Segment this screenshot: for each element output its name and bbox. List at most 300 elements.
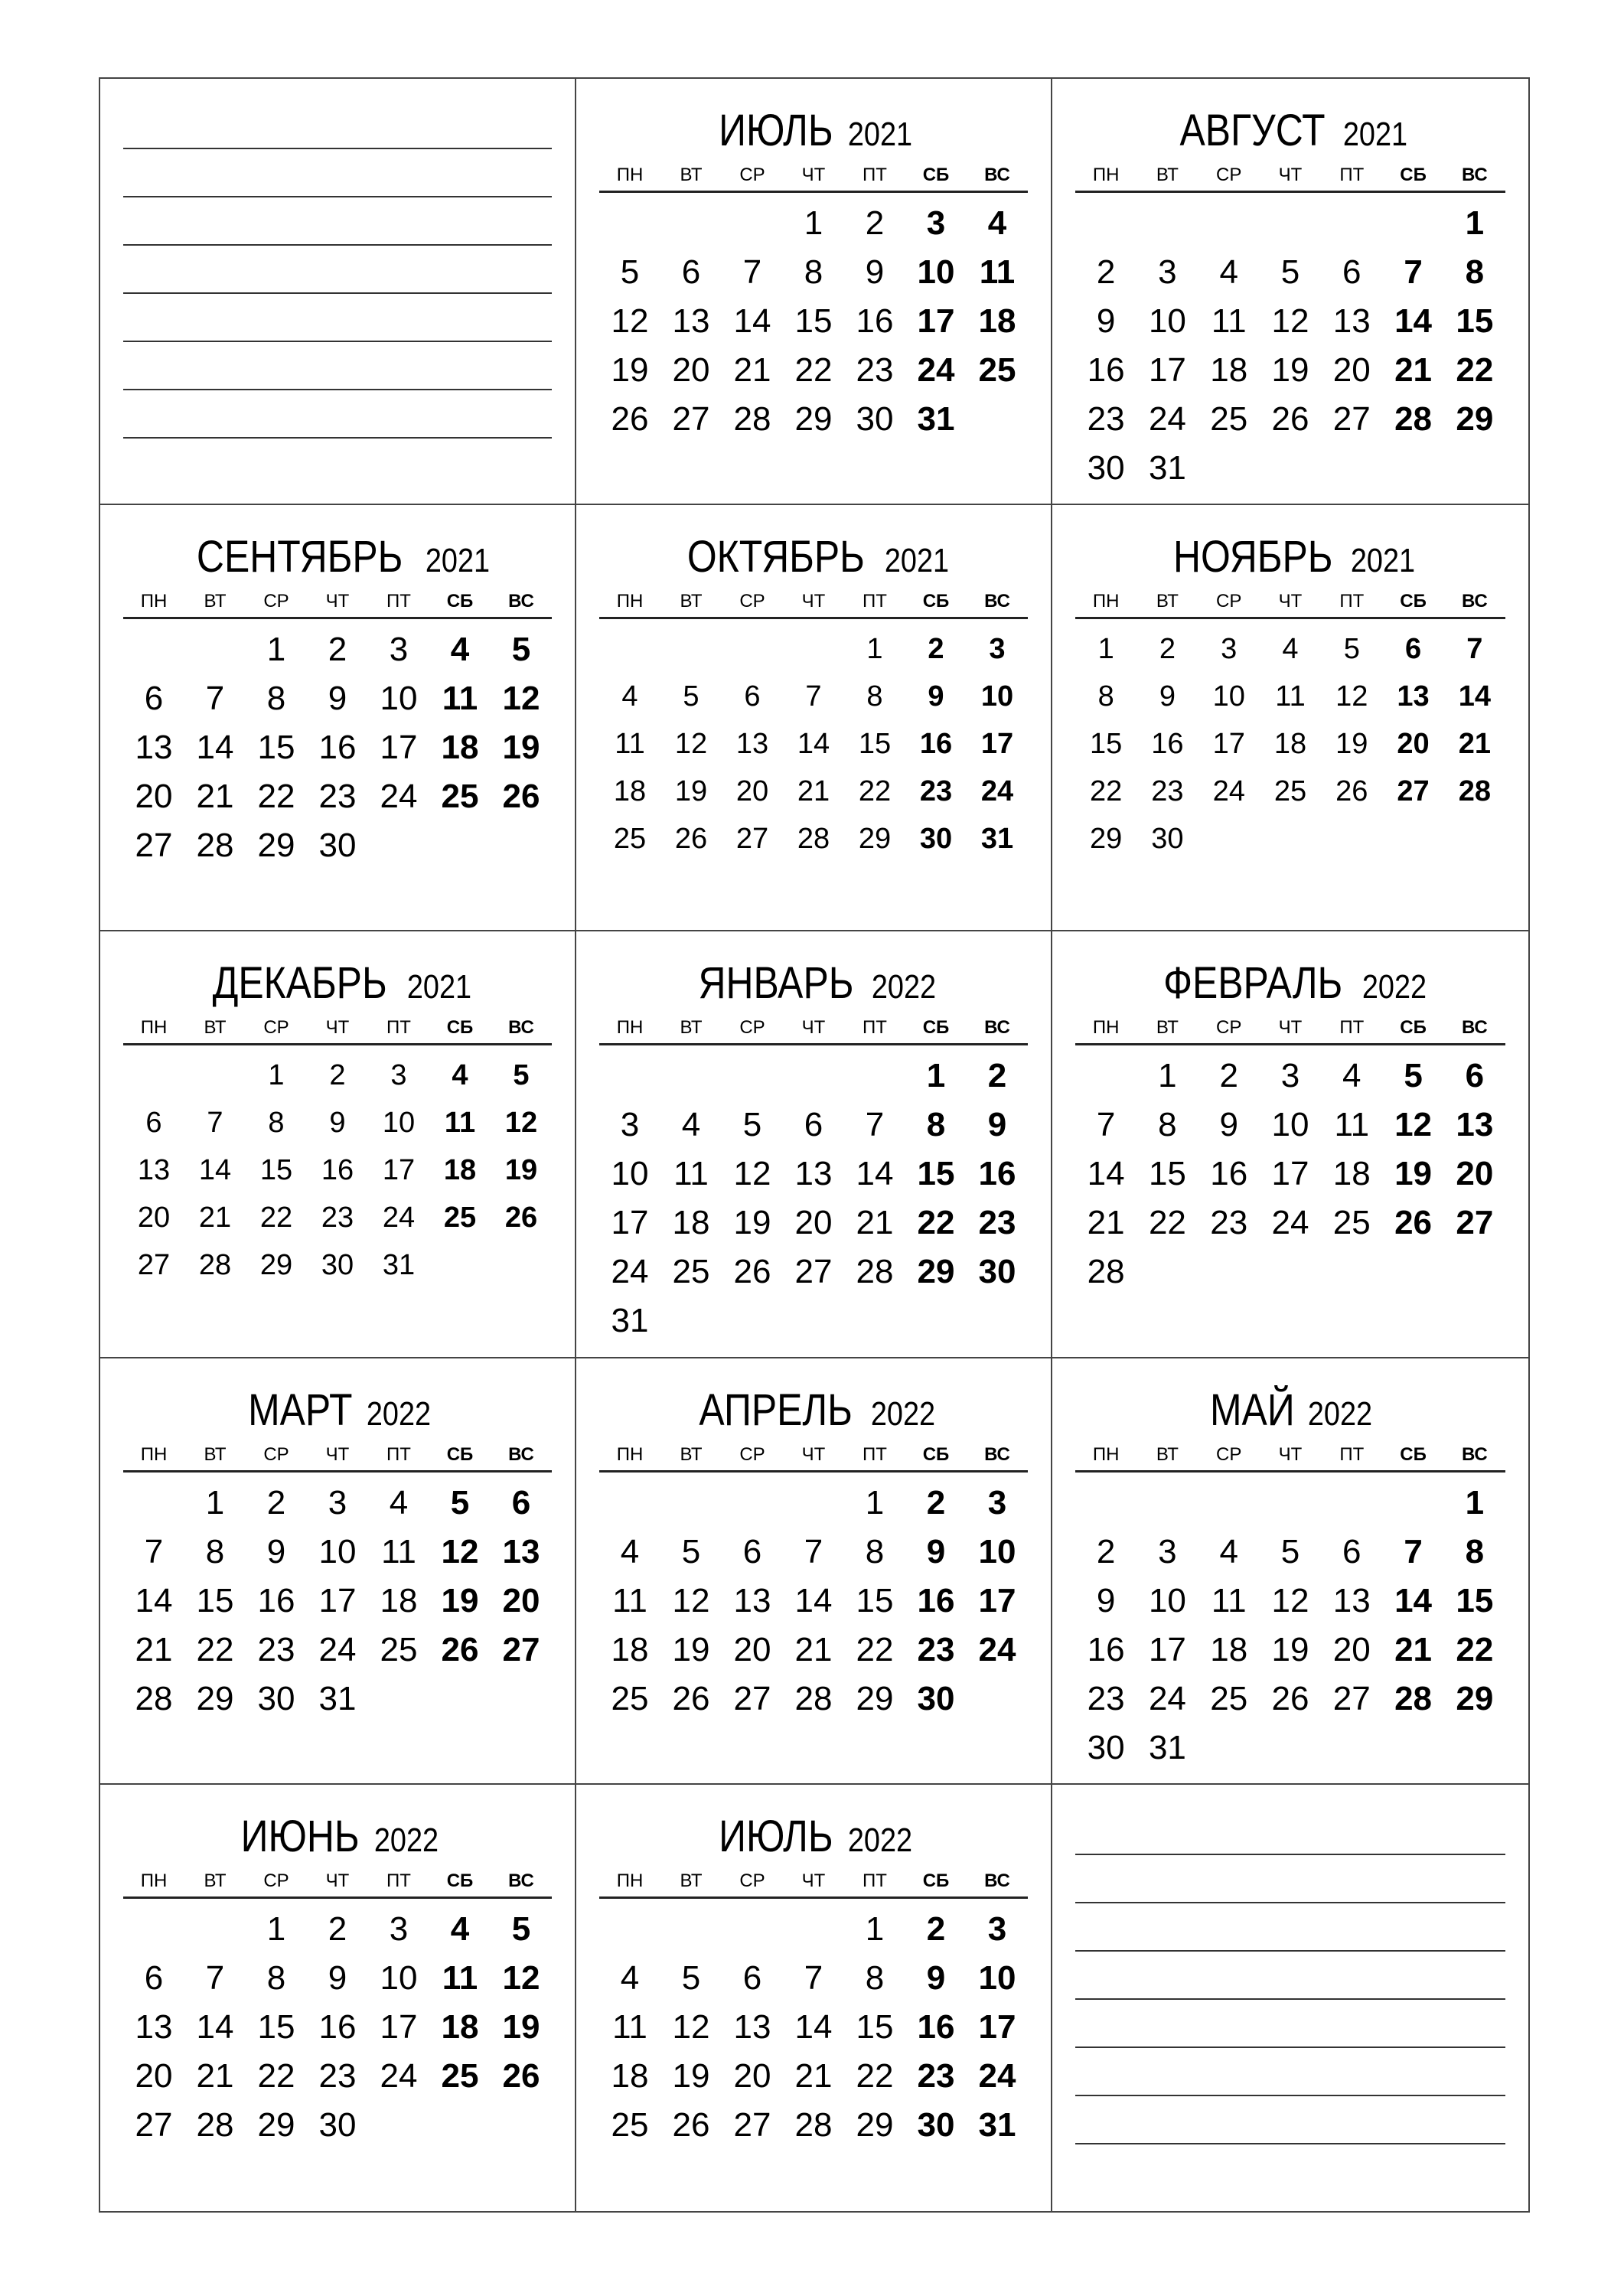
empty-day <box>184 1905 246 1954</box>
weekday-label: ЧТ <box>325 591 350 612</box>
day-number: 27 <box>672 400 710 438</box>
day-number: 11 <box>615 728 645 761</box>
days-grid <box>1075 1479 1505 1773</box>
day-number: 1 <box>804 204 823 242</box>
calendar-grid <box>99 77 1530 2213</box>
month-year: 2022 <box>848 1821 913 1859</box>
day-number: 14 <box>198 1154 232 1187</box>
month-calendar <box>599 1808 1028 2150</box>
day-number: 15 <box>856 2007 894 2046</box>
day-number: 24 <box>978 1630 1016 1668</box>
day-number: 29 <box>856 2105 894 2144</box>
day-number: 3 <box>987 1483 1007 1521</box>
day-number: 6 <box>1342 1532 1361 1570</box>
day-number: 22 <box>196 1630 234 1668</box>
day-number: 23 <box>257 1630 295 1668</box>
day-number: 16 <box>919 728 953 761</box>
day-number: 8 <box>926 1106 946 1144</box>
day-number: 2 <box>926 1483 946 1521</box>
month-year: 2021 <box>425 542 490 580</box>
day-number: 14 <box>1087 1155 1125 1193</box>
day-number: 26 <box>441 1630 479 1668</box>
day-number: 8 <box>205 1532 225 1570</box>
weekday-header <box>123 586 552 619</box>
empty-day <box>1136 1479 1198 1528</box>
weekday-label: СБ <box>1400 165 1427 185</box>
day-number: 27 <box>135 827 173 865</box>
month-cell <box>100 1358 576 1785</box>
day-number: 7 <box>205 1958 225 1997</box>
day-number: 23 <box>321 1202 354 1234</box>
day-number: 22 <box>856 1630 894 1668</box>
day-number: 13 <box>1332 302 1371 340</box>
day-number: 13 <box>1397 680 1430 713</box>
day-number: 17 <box>1148 1630 1186 1668</box>
weekday-header <box>599 586 1028 619</box>
day-number: 8 <box>268 1107 285 1140</box>
day-number: 20 <box>137 1202 171 1234</box>
weekday-header <box>123 1866 552 1899</box>
note-line <box>123 341 552 342</box>
day-number: 7 <box>1404 253 1423 291</box>
day-number: 5 <box>1343 633 1360 666</box>
month-cell <box>100 505 576 931</box>
day-number: 27 <box>135 2105 173 2144</box>
day-number: 25 <box>1210 1679 1248 1717</box>
note-line <box>123 148 552 149</box>
day-number: 29 <box>196 1679 234 1717</box>
day-number: 16 <box>917 2007 955 2046</box>
day-number: 6 <box>1342 253 1361 291</box>
day-number: 10 <box>978 1958 1016 1997</box>
day-number: 11 <box>673 1155 709 1193</box>
day-number: 12 <box>674 728 708 761</box>
day-number: 4 <box>681 1106 701 1144</box>
day-number: 26 <box>504 1202 538 1234</box>
day-number: 9 <box>1096 1581 1116 1619</box>
day-number: 29 <box>917 1253 955 1291</box>
day-number: 18 <box>611 2056 649 2095</box>
weekday-label: ПН <box>1092 1017 1120 1039</box>
weekday-label: ПТ <box>1339 1017 1365 1039</box>
month-calendar <box>599 1381 1028 1724</box>
day-number: 22 <box>794 351 833 389</box>
note-line <box>123 244 552 246</box>
day-number: 31 <box>1148 1728 1186 1766</box>
month-title <box>1075 528 1505 586</box>
day-number: 24 <box>382 1202 416 1234</box>
day-number: 22 <box>1456 1630 1494 1668</box>
day-number: 23 <box>1087 1679 1125 1717</box>
day-number: 11 <box>444 1107 476 1140</box>
day-number: 7 <box>144 1532 164 1570</box>
day-number: 31 <box>917 400 955 438</box>
day-number: 27 <box>1456 1204 1494 1242</box>
weekday-label: СБ <box>1400 1443 1427 1465</box>
day-number: 6 <box>144 680 164 718</box>
day-number: 15 <box>1456 302 1494 340</box>
day-number: 22 <box>858 775 892 808</box>
empty-day <box>783 1052 844 1101</box>
day-number: 14 <box>196 729 234 767</box>
empty-day <box>1198 1479 1260 1528</box>
day-number: 12 <box>502 680 540 718</box>
day-number: 15 <box>917 1155 955 1193</box>
weekday-label: СР <box>263 1870 289 1891</box>
day-number: 22 <box>259 1202 293 1234</box>
empty-day <box>184 625 246 674</box>
day-number: 25 <box>613 823 647 856</box>
weekday-label: СБ <box>922 165 950 185</box>
month-calendar <box>123 528 552 870</box>
day-number: 25 <box>1332 1204 1371 1242</box>
day-number: 19 <box>1271 351 1309 389</box>
month-cell <box>1052 931 1528 1358</box>
month-cell <box>1052 1358 1528 1785</box>
day-number: 10 <box>318 1532 357 1570</box>
day-number: 21 <box>196 778 234 816</box>
day-number: 18 <box>441 2007 479 2046</box>
days-grid <box>123 1479 552 1724</box>
weekday-label: ВТ <box>680 1870 703 1891</box>
day-number: 29 <box>856 1679 894 1717</box>
days-grid <box>599 1052 1028 1345</box>
days-grid <box>123 625 552 870</box>
weekday-label: ПН <box>140 1443 168 1465</box>
day-number: 17 <box>1148 351 1186 389</box>
empty-day <box>844 1052 905 1101</box>
day-number: 28 <box>794 1679 833 1717</box>
weekday-label: ПН <box>616 165 644 185</box>
day-number: 17 <box>978 2007 1016 2046</box>
month-year: 2021 <box>1342 116 1407 153</box>
month-title <box>1075 102 1505 160</box>
day-number: 21 <box>196 2056 234 2095</box>
day-number: 7 <box>865 1106 885 1144</box>
day-number: 26 <box>1335 775 1368 808</box>
day-number: 16 <box>856 302 894 340</box>
empty-day <box>1321 199 1382 248</box>
day-number: 19 <box>1394 1155 1433 1193</box>
day-number: 17 <box>978 1581 1016 1619</box>
day-number: 10 <box>1212 680 1245 713</box>
day-number: 20 <box>672 351 710 389</box>
day-number: 1 <box>865 1483 885 1521</box>
day-number: 6 <box>144 1958 164 1997</box>
weekday-header <box>1075 1440 1505 1473</box>
weekday-label: ЧТ <box>801 165 826 185</box>
day-number: 13 <box>733 1581 771 1619</box>
day-number: 11 <box>442 1958 478 1997</box>
day-number: 11 <box>1211 1581 1247 1619</box>
day-number: 17 <box>1271 1155 1309 1193</box>
days-grid <box>1075 1052 1505 1296</box>
day-number: 2 <box>865 204 885 242</box>
day-number: 27 <box>794 1253 833 1291</box>
day-number: 15 <box>1456 1581 1494 1619</box>
day-number: 15 <box>1090 728 1123 761</box>
day-number: 16 <box>318 2007 357 2046</box>
day-number: 24 <box>611 1253 649 1291</box>
weekday-label: СР <box>263 1443 289 1465</box>
weekday-label: ВС <box>508 1443 534 1465</box>
weekday-label: ВС <box>984 1017 1010 1039</box>
day-number: 10 <box>1271 1106 1309 1144</box>
weekday-label: ПН <box>1092 165 1120 185</box>
month-title <box>123 1808 552 1866</box>
day-number: 16 <box>1210 1155 1248 1193</box>
day-number: 2 <box>926 1910 946 1948</box>
day-number: 4 <box>452 1059 468 1092</box>
day-number: 5 <box>1404 1057 1423 1095</box>
day-number: 19 <box>674 775 708 808</box>
day-number: 16 <box>1087 1630 1125 1668</box>
day-number: 23 <box>318 2056 357 2095</box>
empty-day <box>722 1905 783 1954</box>
empty-day <box>722 199 783 248</box>
day-number: 5 <box>511 631 531 669</box>
day-number: 24 <box>917 351 955 389</box>
day-number: 15 <box>856 1581 894 1619</box>
day-number: 25 <box>441 2056 479 2095</box>
weekday-label: ЧТ <box>325 1870 350 1891</box>
day-number: 25 <box>672 1253 710 1291</box>
weekday-header <box>123 1440 552 1473</box>
day-number: 31 <box>611 1302 649 1340</box>
day-number: 12 <box>441 1532 479 1570</box>
day-number: 29 <box>257 2105 295 2144</box>
month-name: АВГУСТ <box>1179 106 1326 155</box>
month-name: НОЯБРЬ <box>1172 532 1333 582</box>
day-number: 30 <box>917 1679 955 1717</box>
month-title <box>123 528 552 586</box>
weekday-label: СР <box>739 1017 765 1039</box>
weekday-label: ПТ <box>863 1017 887 1039</box>
weekday-label: ПТ <box>1339 591 1365 612</box>
month-year: 2022 <box>870 1394 935 1433</box>
day-number: 27 <box>1332 1679 1371 1717</box>
day-number: 3 <box>926 204 946 242</box>
day-number: 22 <box>1090 775 1123 808</box>
day-number: 15 <box>196 1581 234 1619</box>
day-number: 5 <box>1280 1532 1300 1570</box>
day-number: 18 <box>672 1204 710 1242</box>
weekday-label: ВТ <box>680 1017 703 1039</box>
day-number: 12 <box>504 1107 538 1140</box>
day-number: 25 <box>611 2105 649 2144</box>
day-number: 13 <box>135 2007 173 2046</box>
weekday-label: СР <box>1216 1443 1242 1465</box>
day-number: 14 <box>1394 302 1433 340</box>
day-number: 2 <box>987 1057 1007 1095</box>
day-number: 10 <box>611 1155 649 1193</box>
day-number: 20 <box>794 1204 833 1242</box>
weekday-header <box>123 1013 552 1045</box>
weekday-label: ВТ <box>1156 591 1179 612</box>
weekday-label: ВС <box>508 591 534 612</box>
day-number: 30 <box>978 1253 1016 1291</box>
weekday-label: СР <box>263 1017 289 1039</box>
day-number: 11 <box>612 2007 647 2046</box>
day-number: 5 <box>681 1958 701 1997</box>
month-title <box>599 1808 1028 1866</box>
day-number: 25 <box>380 1630 418 1668</box>
month-calendar <box>123 1381 552 1724</box>
month-calendar <box>1075 528 1505 863</box>
day-number: 29 <box>1456 400 1494 438</box>
day-number: 17 <box>980 728 1014 761</box>
month-year: 2022 <box>1362 968 1427 1006</box>
day-number: 1 <box>205 1483 225 1521</box>
day-number: 17 <box>318 1581 357 1619</box>
day-number: 29 <box>1090 823 1123 856</box>
day-number: 19 <box>504 1154 538 1187</box>
month-year: 2022 <box>1307 1394 1372 1433</box>
weekday-header <box>1075 160 1505 193</box>
weekday-label: ВТ <box>204 591 227 612</box>
day-number: 9 <box>987 1106 1007 1144</box>
days-grid <box>1075 199 1505 493</box>
weekday-label: ВТ <box>204 1443 227 1465</box>
day-number: 1 <box>1465 1483 1485 1521</box>
day-number: 8 <box>1465 1532 1485 1570</box>
day-number: 10 <box>917 253 955 291</box>
weekday-label: СР <box>1216 591 1242 612</box>
empty-day <box>1260 199 1321 248</box>
day-number: 6 <box>681 253 701 291</box>
weekday-header <box>599 1866 1028 1899</box>
day-number: 24 <box>1148 1679 1186 1717</box>
empty-day <box>1136 199 1198 248</box>
day-number: 28 <box>1458 775 1491 808</box>
weekday-label: ЧТ <box>325 1443 350 1465</box>
empty-day <box>184 1052 246 1099</box>
day-number: 4 <box>450 631 470 669</box>
month-name: ДЕКАБРЬ <box>212 958 387 1009</box>
day-number: 5 <box>620 253 640 291</box>
day-number: 12 <box>502 1958 540 1997</box>
day-number: 19 <box>441 1581 479 1619</box>
weekday-label: ВТ <box>204 1017 227 1039</box>
day-number: 7 <box>805 680 822 713</box>
day-number: 29 <box>858 823 892 856</box>
day-number: 31 <box>382 1249 416 1282</box>
day-number: 24 <box>978 2056 1016 2095</box>
day-number: 24 <box>1148 400 1186 438</box>
empty-day <box>660 1479 722 1528</box>
day-number: 13 <box>502 1532 540 1570</box>
day-number: 31 <box>980 823 1014 856</box>
day-number: 13 <box>1456 1106 1494 1144</box>
weekday-label: ВТ <box>680 165 703 185</box>
day-number: 12 <box>1271 302 1309 340</box>
day-number: 3 <box>1158 1532 1177 1570</box>
day-number: 17 <box>382 1154 416 1187</box>
day-number: 9 <box>926 1532 946 1570</box>
day-number: 2 <box>266 1483 286 1521</box>
empty-day <box>123 1905 184 1954</box>
weekday-label: ВС <box>1461 591 1488 612</box>
weekday-label: ВС <box>984 591 1010 612</box>
day-number: 20 <box>733 2056 771 2095</box>
month-name: ИЮНЬ <box>240 1811 360 1861</box>
day-number: 20 <box>135 778 173 816</box>
day-number: 9 <box>926 1958 946 1997</box>
days-grid <box>123 1905 552 2150</box>
day-number: 22 <box>257 2056 295 2095</box>
weekday-label: ЧТ <box>325 1017 350 1039</box>
day-number: 2 <box>1096 253 1116 291</box>
day-number: 13 <box>735 728 769 761</box>
weekday-label: ВС <box>1461 1443 1488 1465</box>
day-number: 15 <box>1148 1155 1186 1193</box>
note-line <box>1075 1998 1505 2000</box>
day-number: 7 <box>1096 1106 1116 1144</box>
day-number: 9 <box>328 680 347 718</box>
day-number: 11 <box>979 253 1016 291</box>
day-number: 28 <box>856 1253 894 1291</box>
month-name: ИЮЛЬ <box>719 1811 833 1861</box>
day-number: 23 <box>1087 400 1125 438</box>
day-number: 30 <box>318 827 357 865</box>
day-number: 6 <box>742 1532 762 1570</box>
weekday-label: СБ <box>1400 1017 1427 1039</box>
weekday-label: ПН <box>1092 1443 1120 1465</box>
weekday-label: ВС <box>508 1017 534 1039</box>
day-number: 15 <box>257 2007 295 2046</box>
day-number: 16 <box>978 1155 1016 1193</box>
day-number: 30 <box>257 1679 295 1717</box>
month-year: 2021 <box>406 968 471 1006</box>
weekday-label: ЧТ <box>801 591 826 612</box>
day-number: 14 <box>794 2007 833 2046</box>
weekday-label: ВС <box>1461 1017 1488 1039</box>
day-number: 17 <box>917 302 955 340</box>
day-number: 10 <box>1148 302 1186 340</box>
month-year: 2022 <box>366 1394 431 1433</box>
month-year: 2022 <box>872 968 937 1006</box>
day-number: 20 <box>502 1581 540 1619</box>
weekday-header <box>1075 1013 1505 1045</box>
day-number: 17 <box>1212 728 1245 761</box>
day-number: 20 <box>735 775 769 808</box>
weekday-label: СР <box>739 591 765 612</box>
day-number: 1 <box>266 1910 286 1948</box>
day-number: 18 <box>441 729 479 767</box>
day-number: 4 <box>1219 253 1238 291</box>
day-number: 12 <box>1394 1106 1433 1144</box>
day-number: 27 <box>137 1249 171 1282</box>
weekday-header <box>599 160 1028 193</box>
day-number: 4 <box>621 680 638 713</box>
note-line <box>1075 2047 1505 2048</box>
day-number: 21 <box>794 2056 833 2095</box>
day-number: 8 <box>266 680 286 718</box>
empty-day <box>722 1052 783 1101</box>
day-number: 18 <box>1273 728 1307 761</box>
day-number: 15 <box>259 1154 293 1187</box>
day-number: 18 <box>613 775 647 808</box>
day-number: 8 <box>804 253 823 291</box>
day-number: 18 <box>1332 1155 1371 1193</box>
day-number: 27 <box>1397 775 1430 808</box>
day-number: 28 <box>733 400 771 438</box>
month-year: 2021 <box>848 116 913 153</box>
day-number: 28 <box>198 1249 232 1282</box>
day-number: 6 <box>804 1106 823 1144</box>
day-number: 22 <box>257 778 295 816</box>
day-number: 7 <box>205 680 225 718</box>
